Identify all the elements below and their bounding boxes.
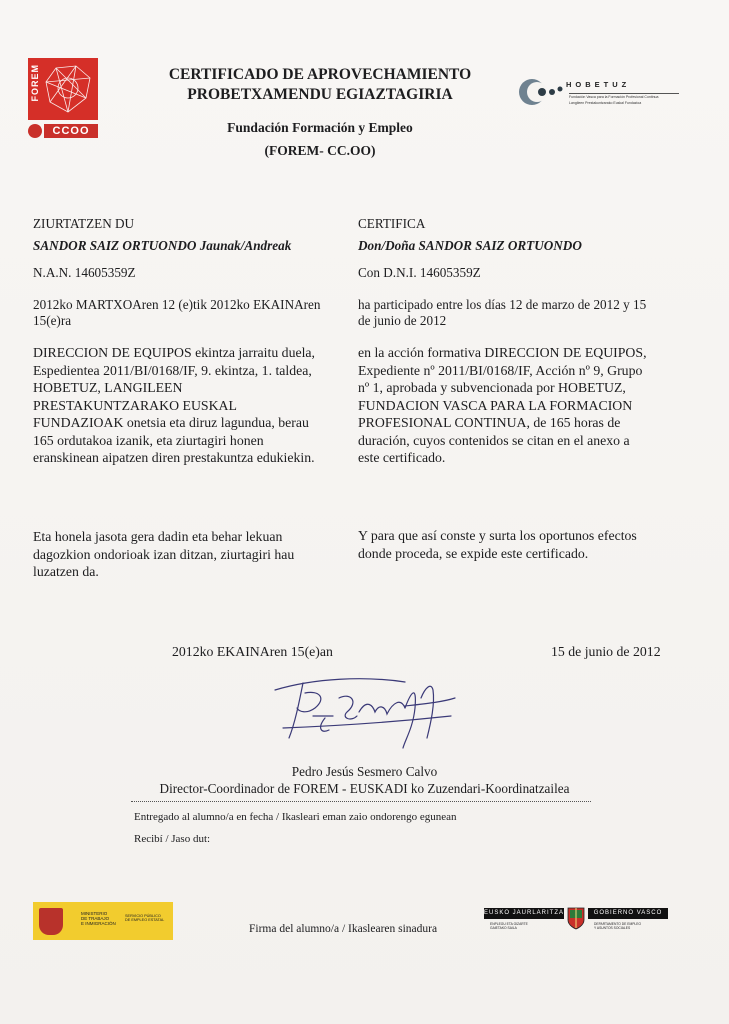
delivery-date-label: Entregado al alumno/a en fecha / Ikasleari eman zaio ondorengo egunean <box>134 811 457 823</box>
text-line: Y ASUNTOS SOCIALES <box>594 925 631 930</box>
text-line: DE TRABAJO <box>81 916 110 922</box>
text-line: Y para que así conste y surta los oportunos efectos <box>358 528 637 543</box>
right-closing-paragraph <box>358 527 663 562</box>
ministry-name <box>81 911 121 927</box>
text-line: duración, cuyos contenidos se citan en el anexo a <box>358 432 630 448</box>
right-course-paragraph <box>358 344 663 467</box>
ccoo-logo <box>28 124 98 138</box>
text-line: Expediente nº 2011/BI/0168/IF, Acción nº 9, Grupo <box>358 362 643 378</box>
text-line: GAIETAKO SAILA <box>490 925 517 930</box>
text-line: luzatzen da. <box>33 564 99 579</box>
text-line: DIRECCION DE EQUIPOS ekintza jarraitu duela, <box>33 345 316 360</box>
text-line: 165 ordutakoa izanik, eta ziurtagiri honen <box>33 432 264 448</box>
text-line: donde proceda, se expide este certificado. <box>358 545 589 561</box>
text-line: PROFESIONAL CONTINUA, de 165 horas de <box>358 415 621 430</box>
left-dates-line1: 2012ko MARTXOAren 12 (e)tik 2012ko EKAINAren <box>33 297 321 312</box>
signatory-name: Pedro Jesús Sesmero Calvo <box>291 764 438 779</box>
ministry-logo <box>33 902 173 940</box>
coat-of-arms-icon <box>39 908 63 935</box>
gv-department-es <box>594 923 654 931</box>
right-recipient-name: Don/Doña SANDOR SAIZ ORTUONDO <box>358 238 582 253</box>
certificate-title-eu: PROBETXAMENDU EGIAZTAGIRIA <box>187 86 453 103</box>
network-graphic-icon <box>28 58 98 120</box>
left-id-number: N.A.N. 14605359Z <box>33 265 136 280</box>
text-line: FUNDAZIOAK onetsia eta diruz lagundua, berau <box>33 415 309 430</box>
right-dates-line1: ha participado entre los días 12 de marzo de 2012 y 15 <box>358 297 647 312</box>
forem-ccoo-logo <box>28 58 100 138</box>
text-line: ENPLEGU ETA GIZARTE <box>490 922 528 926</box>
gv-label-eu: EUSKO JAURLARITZA <box>484 908 564 919</box>
received-label: Recibí / Jaso dut: <box>134 833 211 845</box>
hobetuz-subtitle-es: Fundación Vasca para la Formación Profesional Continua <box>569 93 679 99</box>
gv-department-eu <box>490 923 550 931</box>
text-line: nº 1, aprobada y subvencionada por HOBETUZ, <box>358 380 626 395</box>
ccoo-logo-text: CCOO <box>44 124 98 138</box>
text-line: SERVICIO PÚBLICO <box>125 914 161 918</box>
gv-label-es: GOBIERNO VASCO <box>588 908 668 919</box>
text-line: FUNDACION VASCA PARA LA FORMACION <box>358 397 633 413</box>
text-line: eranskinean aipatzen diren prestakuntza edukiekin. <box>33 450 315 465</box>
text-line: dagozkion ondorioak izan ditzan, ziurtagiri hau <box>33 546 295 562</box>
right-issue-date: 15 de junio de 2012 <box>551 644 661 659</box>
hobetuz-subtitle-eu: Langileen Prestakuntzarako Euskal Fundazioa <box>569 101 642 105</box>
text-line: DEPARTAMENTO DE EMPLEO <box>594 922 642 926</box>
right-id-number: Con D.N.I. 14605359Z <box>358 265 481 280</box>
left-heading: ZIURTATZEN DU <box>33 216 135 231</box>
ccoo-globe-icon <box>28 124 42 138</box>
organization-acronym: (FOREM- CC.OO) <box>264 143 376 158</box>
left-dates-line2: 15(e)ra <box>33 313 72 328</box>
text-line: este certificado. <box>358 450 446 465</box>
forem-logo-text: FOREM <box>30 64 40 102</box>
text-line: DE EMPLEO ESTATAL <box>125 918 165 923</box>
hobetuz-logo-icon <box>516 72 686 112</box>
text-line: MINISTERIO <box>81 911 108 916</box>
dotted-divider <box>131 801 591 802</box>
student-signature-label: Firma del alumno/a / Ikaslearen sinadura <box>249 923 438 935</box>
text-line: en la acción formativa DIRECCION DE EQUIPOS, <box>358 345 647 360</box>
right-heading: CERTIFICA <box>358 216 426 231</box>
text-line: PRESTAKUNTZARAKO EUSKAL <box>33 397 237 413</box>
right-dates-line2: de junio de 2012 <box>358 313 447 328</box>
sepe-name <box>125 914 170 923</box>
certificate-title-es: CERTIFICADO DE APROVECHAMIENTO <box>168 66 472 83</box>
handwritten-signature-icon <box>255 668 465 758</box>
left-closing-paragraph <box>33 528 343 581</box>
text-line: Espedientea 2011/BI/0168/IF, 9. ekintza, 1. taldea, <box>33 362 312 378</box>
left-course-paragraph <box>33 344 343 467</box>
hobetuz-name: HOBETUZ <box>566 80 631 89</box>
left-recipient-name: SANDOR SAIZ ORTUONDO Jaunak/Andreak <box>33 238 292 253</box>
organization-name: Fundación Formación y Empleo <box>227 120 413 135</box>
text-line: Eta honela jasota gera dadin eta behar lekuan <box>33 529 283 544</box>
text-line: E INMIGRACIÓN <box>81 921 116 927</box>
signatory-role: Director-Coordinador de FOREM - EUSKADI ko Zuzendari-Koordinatzailea <box>159 781 570 796</box>
basque-coat-of-arms-icon <box>566 906 586 930</box>
left-issue-date: 2012ko EKAINAren 15(e)an <box>172 644 333 659</box>
text-line: HOBETUZ, LANGILEEN <box>33 380 183 395</box>
forem-logo <box>28 58 98 120</box>
gobierno-vasco-logo <box>484 906 668 934</box>
